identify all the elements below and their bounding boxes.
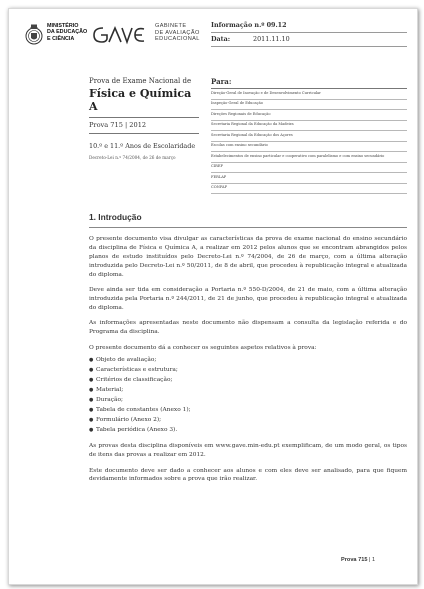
bullet-icon: ● — [89, 417, 94, 424]
recipients-block — [211, 77, 407, 194]
exam-code: Prova 715 | 2012 — [89, 121, 199, 134]
bullet-icon: ● — [89, 387, 94, 394]
paragraph: O presente documento visa divulgar as características da prova de exame nacional do ensino secundário da disciplina de Física e Química A, a realizar em 2012 pelos alunos que se encontram abrangidos pelos planos de estudo instituídos pelo Decreto-Lei n.º 74/2004, de 26 de março, com a última alteração introduzida pelo Decreto-Lei n.º 50/2011, de 8 de abril, que procedeu à republicação integral e atualizada do diploma. — [89, 236, 407, 278]
recipient-item: Secretaria Regional da Educação da Madeira — [211, 121, 407, 132]
recipients-title: Para: — [211, 77, 407, 89]
footer-prova: Prova 715 — [341, 557, 368, 563]
bullet-icon: ● — [89, 366, 94, 373]
exam-block — [89, 77, 199, 160]
date-value: 2011.11.10 — [253, 35, 290, 43]
document-body — [89, 235, 407, 491]
list-item — [89, 425, 407, 435]
list-item-text: Critérios de classificação; — [96, 376, 173, 383]
recipient-item: Estabelecimentos de ensino particular e cooperativo com paralelismo e com ensino secundário — [211, 152, 407, 163]
recipient-item: Secretaria Regional da Educação dos Açores — [211, 131, 407, 142]
bullet-icon: ● — [89, 407, 94, 414]
document-page — [8, 8, 418, 585]
list-item — [89, 405, 407, 415]
exam-decree: Decreto-Lei n.º 74/2004, de 26 de março — [89, 155, 176, 160]
gabinete-line: DE AVALIAÇÃO — [155, 29, 200, 36]
bullet-icon: ● — [89, 376, 94, 383]
ministry-line: MINISTÉRIO — [47, 23, 79, 29]
list-item-text: Material; — [96, 387, 124, 394]
ministry-line: E CIÊNCIA — [47, 35, 75, 42]
list-item — [89, 395, 407, 405]
list-item — [89, 355, 407, 365]
bullet-icon: ● — [89, 356, 94, 363]
date-label: Data: — [211, 35, 231, 43]
recipient-item: CONFAP — [211, 184, 407, 195]
list-item — [89, 375, 407, 385]
page-footer — [341, 557, 375, 563]
list-item — [89, 385, 407, 395]
list-item-text: Tabela de constantes (Anexo 1); — [96, 407, 191, 414]
paragraph: As provas desta disciplina disponíveis em www.gave.min-edu.pt exemplificam, de um modo geral, os tipos de itens das provas a realizar em 2012. — [89, 443, 407, 458]
bullet-icon: ● — [89, 397, 94, 404]
bullet-icon: ● — [89, 427, 94, 434]
date-row — [211, 33, 407, 47]
ministry-name — [47, 23, 87, 42]
info-box — [211, 19, 407, 47]
list-item — [89, 365, 407, 375]
recipient-item: CIREP — [211, 163, 407, 174]
gabinete-name — [155, 23, 200, 43]
ministry-logo — [25, 21, 95, 51]
exam-years: 10.º e 11.º Anos de Escolaridade — [89, 142, 196, 150]
recipient-item: Direções Regionais de Educação — [211, 110, 407, 121]
portugal-crest-icon — [25, 23, 43, 47]
exam-title: Física e Química A — [89, 87, 199, 118]
list-item-text: Formulário (Anexo 2); — [96, 417, 162, 424]
recipient-item: Inspeção-Geral de Educação — [211, 100, 407, 111]
recipient-item: FERLAP — [211, 173, 407, 184]
recipient-item: Escolas com ensino secundário — [211, 142, 407, 153]
list-item — [89, 415, 407, 425]
list-item-text: Tabela periódica (Anexo 3). — [96, 427, 178, 434]
list-item-text: Duração; — [96, 397, 123, 404]
paragraph: Deve ainda ser tida em consideração a Portaria n.º 550-D/2004, de 21 de maio, com a última alteração introduzida pela Portaria n.º 244/2011, de 21 de junho, que procedeu à republicação integral e atualizada do diploma. — [89, 287, 407, 311]
paragraph: As informações apresentadas neste documento não dispensam a consulta da legislação referida e do Programa da disciplina. — [89, 320, 407, 336]
paragraph: O presente documento dá a conhecer os seguintes aspetos relativos à prova: — [89, 344, 317, 351]
page-number: 1 — [372, 557, 376, 563]
footer-separator: | — [369, 557, 373, 563]
paragraph: Este documento deve ser dado a conhecer aos alunos e com eles deve ser analisado, para que fiquem devidamente informados sobre a prova que irão realizar. — [89, 467, 407, 483]
list-item-text: Objeto de avaliação; — [96, 356, 157, 363]
exam-prefix: Prova de Exame Nacional de — [89, 77, 192, 85]
info-number-row — [211, 19, 407, 33]
info-value: 09.12 — [266, 21, 287, 29]
ministry-line: DA EDUCAÇÃO — [47, 29, 88, 36]
gabinete-line: EDUCACIONAL — [155, 36, 200, 43]
gabinete-line: GABINETE — [155, 23, 187, 29]
gave-logo — [91, 23, 149, 45]
recipient-item: Direção-Geral de Inovação e de Desenvolvimento Curricular — [211, 89, 407, 100]
list-item-text: Características e estrutura; — [96, 366, 178, 373]
aspects-list — [89, 355, 407, 436]
section-title: 1. Introdução — [89, 212, 407, 228]
info-label: Informação n.º — [211, 21, 265, 29]
